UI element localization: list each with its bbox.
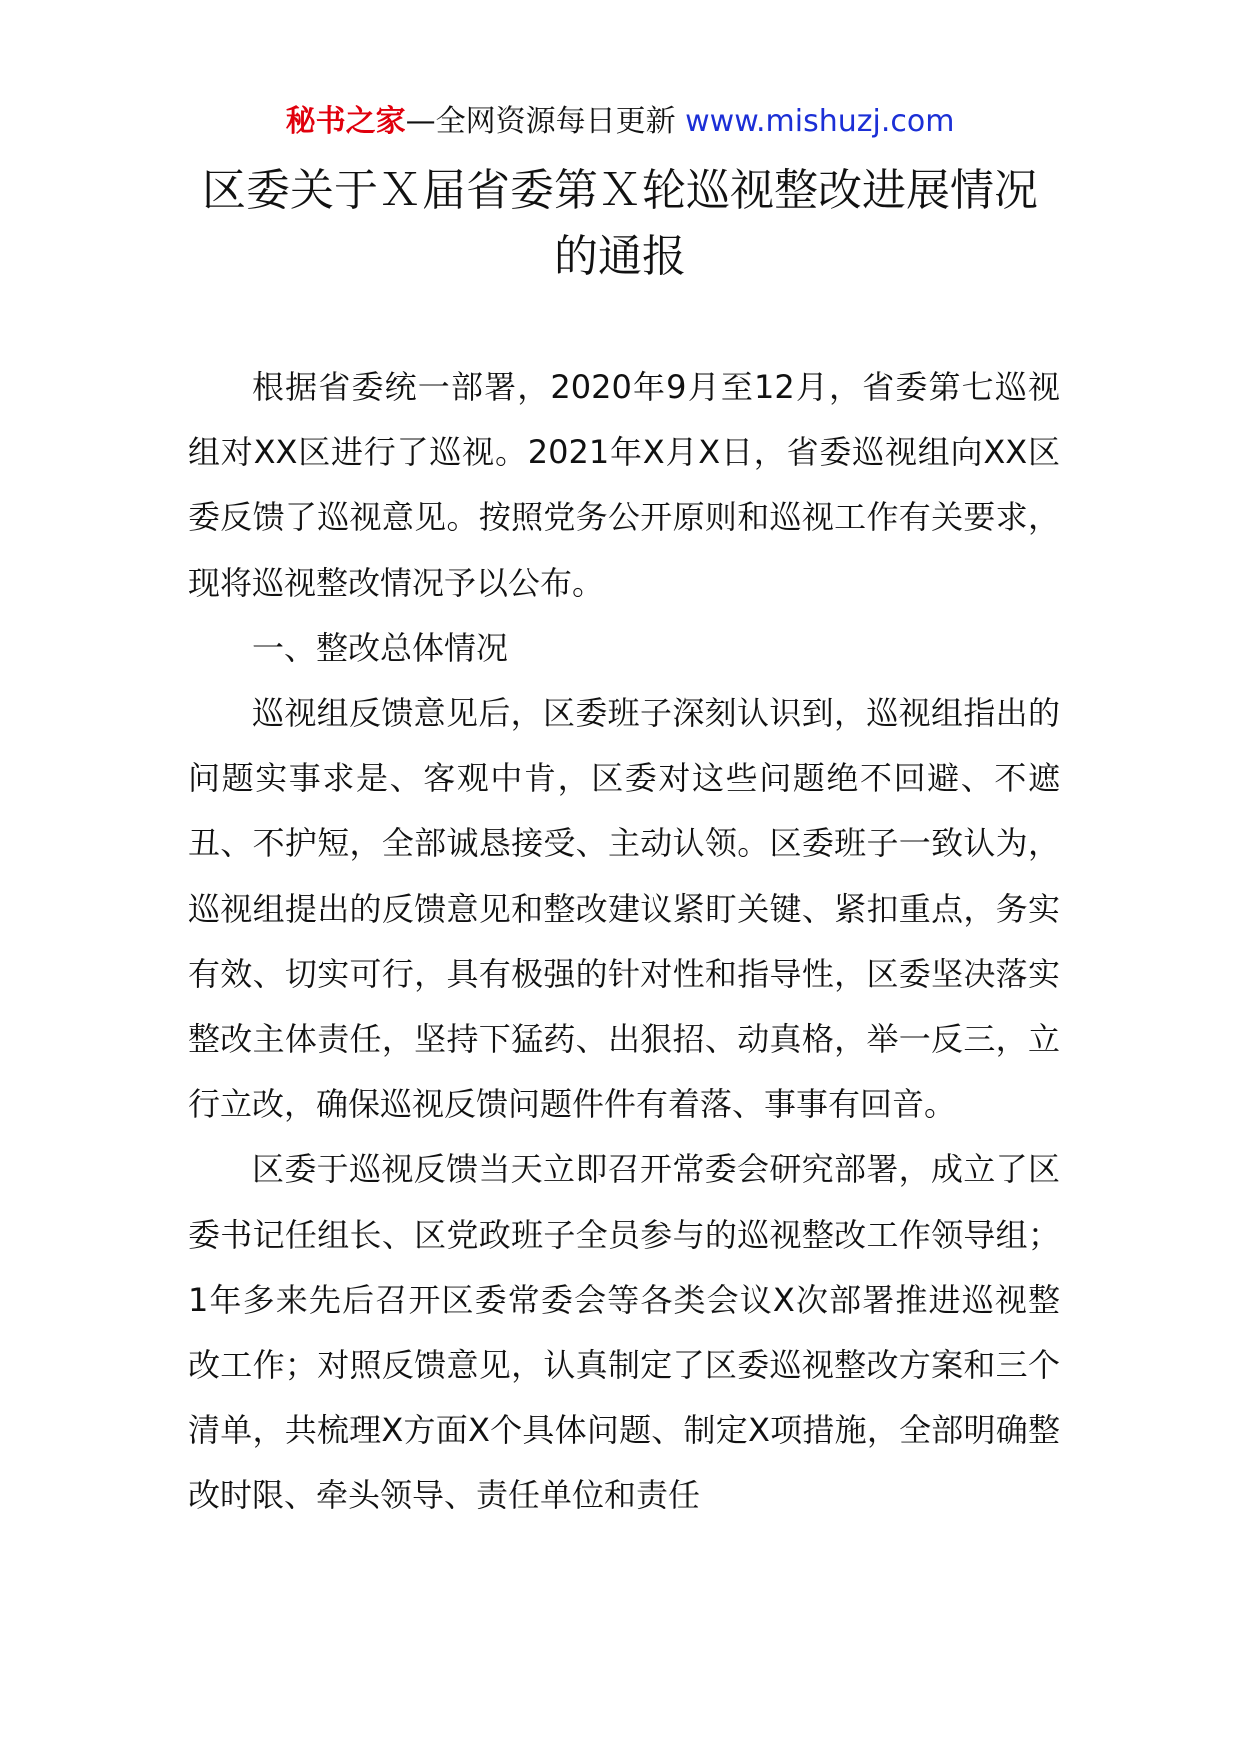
document-body (188, 355, 1060, 1529)
site-url-link[interactable]: www.mishuzj.com (685, 104, 955, 139)
paragraph-feedback: 巡视组反馈意见后，区委班子深刻认识到，巡视组指出的问题实事求是、客观中肯，区委对这些问题绝不回避、不遮丑、不护短，全部诚恳接受、主动认领。区委班子一致认为，巡视组提出的反馈意见和整改建议紧盯关键、紧扣重点，务实有效、切实可行，具有极强的针对性和指导性，区委坚决落实整改主体责任，坚持下猛药、出狠招、动真格，举一反三，立行立改，确保巡视反馈问题件件有着落、事事有回音。 (188, 694, 1060, 1124)
document-title (170, 158, 1070, 290)
section-heading-overall: 一、整改总体情况 (252, 628, 509, 667)
site-brand: 秘书之家 (285, 104, 406, 139)
site-tagline: —全网资源每日更新 (405, 104, 686, 139)
document-title-line-2: 的通报 (554, 231, 686, 282)
document-title-line-1: 区委关于Ｘ届省委第Ｘ轮巡视整改进展情况 (202, 165, 1038, 216)
site-header (0, 100, 1240, 144)
paragraph-deployment: 区委于巡视反馈当天立即召开常委会研究部署，成立了区委书记任组长、区党政班子全员参与的巡视整改工作领导组；1年多来先后召开区委常委会等各类会议X次部署推进巡视整改工作；对照反馈意见，认真制定了区委巡视整改方案和三个清单，共梳理X方面X个具体问题、制定X项措施，全部明确整改时限、牵头领导、责任单位和责任 (188, 1150, 1060, 1515)
paragraph-intro: 根据省委统一部署，2020年9月至12月，省委第七巡视组对XX区进行了巡视。2021年X月X日，省委巡视组向XX区委反馈了巡视意见。按照党务公开原则和巡视工作有关要求，现将巡视整改情况予以公布。 (188, 368, 1060, 602)
